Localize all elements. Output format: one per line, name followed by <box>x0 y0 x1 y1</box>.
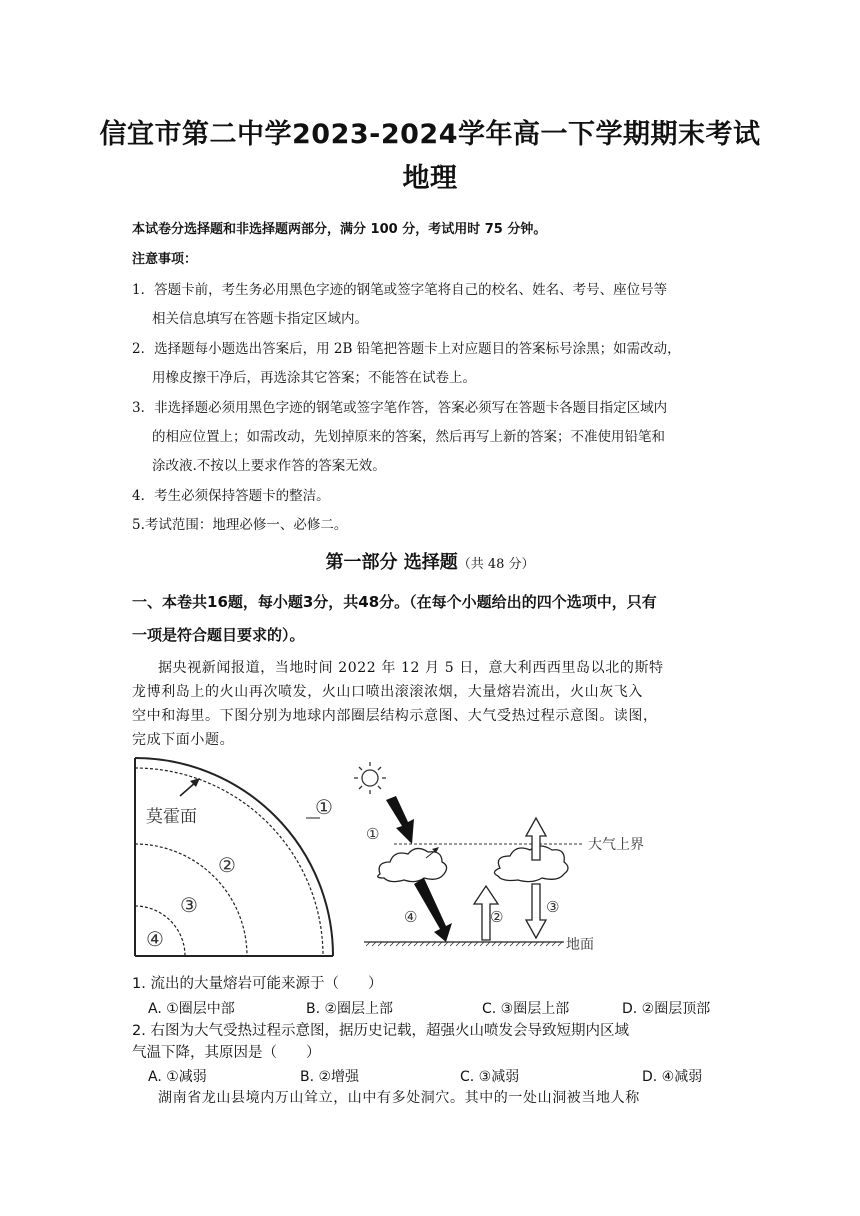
layer-3-label: ③ <box>180 893 198 917</box>
layer-2-label: ② <box>218 853 236 877</box>
passage-2-line-1: 湖南省龙山县境内万山耸立，山中有多处洞穴。其中的一处山洞被当地人称 <box>158 1090 640 1106</box>
arrow-1-label: ① <box>366 825 380 843</box>
passage-line-2: 龙博利岛上的火山再次喷发，火山口喷出滚滚浓烟，大量熔岩流出，火山灰飞入 <box>132 684 643 700</box>
q2-option-c: C. ③减弱 <box>460 1069 520 1085</box>
arrow-4-label: ④ <box>404 908 418 926</box>
section-title: 第一部分 选择题 <box>325 552 458 573</box>
layer-1-label: ① <box>315 795 333 819</box>
atmosphere-heating-figure <box>350 756 670 962</box>
arrow-2-label: ② <box>490 908 504 926</box>
note-5: 5.考试范围：地理必修一、必修二。 <box>132 517 348 533</box>
passage-line-4: 完成下面小题。 <box>132 732 235 748</box>
q1-option-b: B. ②圈层上部 <box>306 1001 394 1017</box>
moho-label: 莫霍面 <box>146 807 197 827</box>
ground-label: 地面 <box>566 937 594 953</box>
note-3-cont2: 涂改液.不按以上要求作答的答案无效。 <box>152 458 386 474</box>
note-1-cont: 相关信息填写在答题卡指定区域内。 <box>152 311 368 327</box>
layer-4-label: ④ <box>146 927 164 951</box>
note-3: 3．非选择题必须用黑色字迹的钢笔或签字笔作答，答案必须写在答题卡各题目指定区域内 <box>132 400 668 416</box>
question-1-stem: 1. 流出的大量熔岩可能来源于（ ） <box>132 976 383 992</box>
part-heading-1: 一、本卷共16题，每小题3分，共48分。（在每个小题给出的四个选项中，只有 <box>132 593 657 611</box>
instructions-intro: 本试卷分选择题和非选择题两部分，满分 100 分，考试用时 75 分钟。 <box>132 222 547 237</box>
exam-title: 信宜市第二中学2023-2024学年高一下学期期末考试 <box>99 119 761 150</box>
note-4: 4．考生必须保持答题卡的整洁。 <box>132 488 330 504</box>
q1-option-c: C. ③圈层上部 <box>482 1001 570 1017</box>
arrow-3-label: ③ <box>546 898 560 916</box>
exam-subject: 地理 <box>402 163 458 194</box>
note-1: 1．答题卡前，考生务必用黑色字迹的钢笔或签字笔将自己的校名、姓名、考号、座位号等 <box>132 282 668 298</box>
note-2-cont: 用橡皮擦干净后，再选涂其它答案；不能答在试卷上。 <box>152 370 476 386</box>
q2-option-a: A. ①减弱 <box>148 1069 207 1085</box>
q2-option-b: B. ②增强 <box>300 1069 360 1085</box>
section-score: （共 48 分） <box>457 557 535 572</box>
part-heading-2: 一项是符合题目要求的）。 <box>132 626 305 644</box>
passage-line-3: 空中和海里。下图分别为地球内部圈层结构示意图、大气受热过程示意图。读图， <box>132 708 658 724</box>
question-2-stem-2: 气温下降，其原因是（ ） <box>132 1045 321 1061</box>
q1-option-d: D. ②圈层顶部 <box>622 1001 711 1017</box>
atmosphere-top-label: 大气上界 <box>588 837 644 853</box>
q2-option-d: D. ④减弱 <box>642 1069 703 1085</box>
question-2-stem-1: 2. 右图为大气受热过程示意图，据历史记载，超强火山喷发会导致短期内区域 <box>132 1023 629 1039</box>
q1-option-a: A. ①圈层中部 <box>148 1001 235 1017</box>
note-2: 2．选择题每小题选出答案后，用 2B 铅笔把答题卡上对应题目的答案标号涂黑；如需改动， <box>132 341 681 357</box>
section-heading <box>0 548 860 574</box>
note-3-cont: 的相应位置上；如需改动，先划掉原来的答案，然后再写上新的答案；不准使用铅笔和 <box>152 429 665 445</box>
earth-layers-figure <box>130 756 342 962</box>
passage-line-1: 据央视新闻报道，当地时间 2022 年 12 月 5 日，意大利西西里岛以北的斯特 <box>158 660 664 676</box>
sun-icon <box>354 762 386 794</box>
notes-title: 注意事项： <box>132 252 198 267</box>
